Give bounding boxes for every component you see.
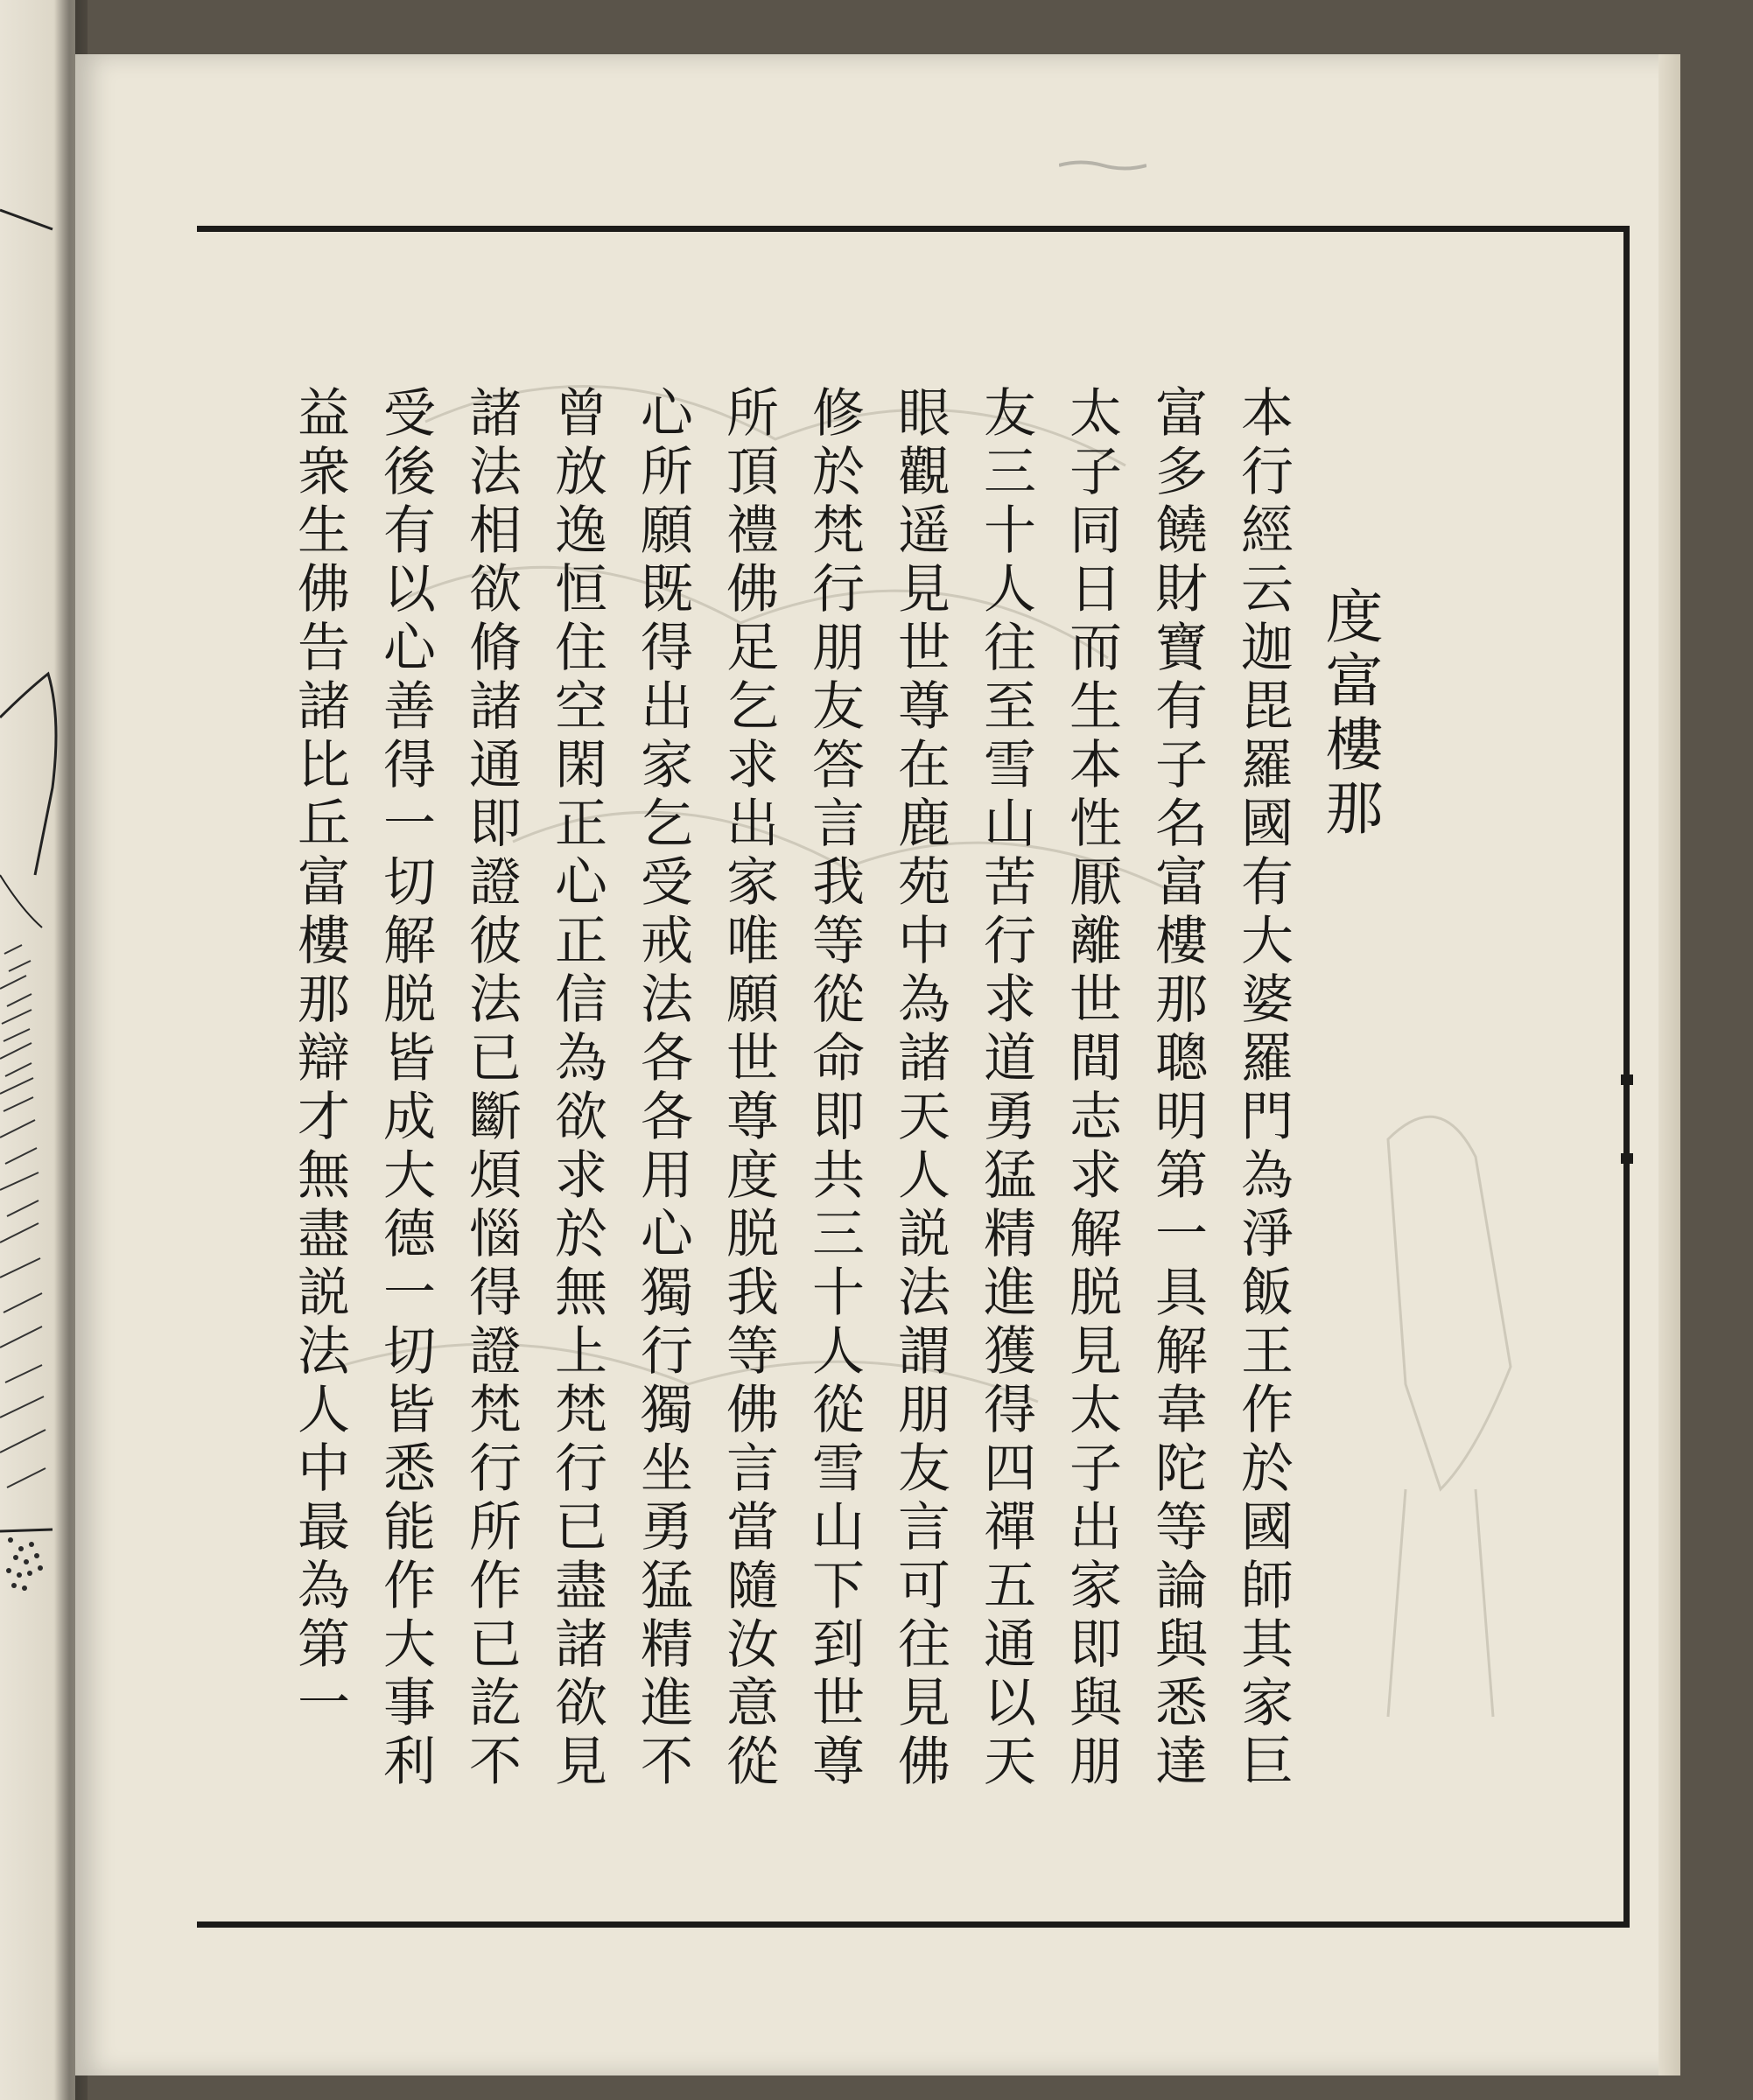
section-title: 度富樓那 — [1315, 586, 1383, 842]
text-line: 受後有以心善得一切解脱皆成大德一切皆悉能作大事利 — [375, 385, 436, 1792]
frame-border-top — [197, 226, 1628, 232]
text-line: 友三十人往至雪山苦行求道勇猛精進獲得四禪五通以天 — [975, 385, 1036, 1792]
text-line: 本行經云迦毘羅國有大婆羅門為淨飯王作於國師其家巨 — [1232, 385, 1294, 1792]
text-line: 修於梵行朋友答言我等從命即共三十人從雪山下到世尊 — [803, 385, 865, 1792]
fishtail-mark-top — [1621, 1074, 1633, 1085]
text-line: 益衆生佛告諸比丘富樓那辯才無盡説法人中最為第一 — [289, 385, 350, 1733]
text-line: 心所願既得出家乞受戒法各各用心獨行獨坐勇猛精進不 — [632, 385, 693, 1792]
text-line: 所頂禮佛足乞求出家唯願世尊度脱我等佛言當隨汝意從 — [718, 385, 779, 1792]
text-line: 眼觀遥見世尊在鹿苑中為諸天人説法謂朋友言可往見佛 — [889, 385, 950, 1792]
frame-border-bottom — [197, 1922, 1628, 1928]
faint-print-mark-icon — [1059, 158, 1146, 173]
text-line: 富多饒財寶有子名富樓那聰明第一具解韋陀等論與悉達 — [1146, 385, 1208, 1792]
text-line: 太子同日而生本性厭離世間志求解脱見太子出家即與朋 — [1061, 385, 1122, 1792]
text-block — [263, 385, 1392, 1855]
text-line: 諸法相欲脩諸通即證彼法已斷煩惱得證梵行所作已訖不 — [460, 385, 522, 1792]
text-line: 曾放逸恒住空閑正心正信為欲求於無上梵行已盡諸欲見 — [546, 385, 607, 1792]
fishtail-mark-bottom — [1621, 1153, 1633, 1164]
